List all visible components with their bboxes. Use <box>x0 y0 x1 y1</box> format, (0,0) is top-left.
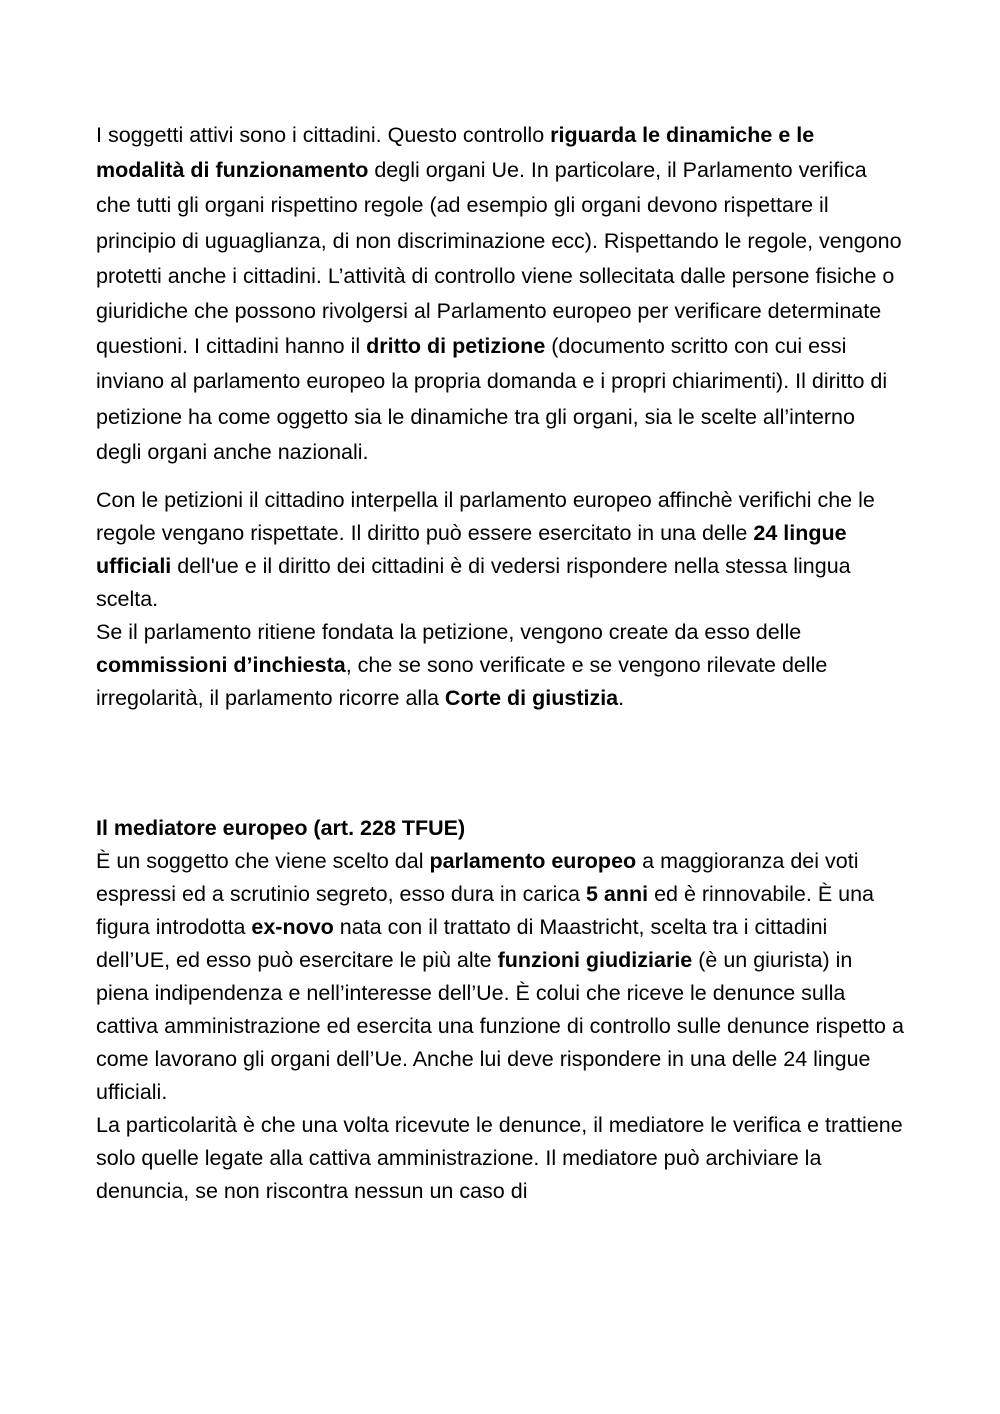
text-run: (è un giurista) in piena indipendenza e nell’interesse dell’Ue. È colui che riceve le denunce sulla cattiva amministrazione ed esercita una funzione di controllo sulle denunce rispetto a come lavorano gli organi dell’Ue. Anche lui deve rispondere in una delle 24 lingue ufficiali. <box>96 948 904 1105</box>
text-run: I soggetti attivi sono i cittadini. Questo controllo <box>96 123 551 147</box>
bold-run: parlamento europeo <box>429 849 637 874</box>
text-run: degli organi Ue. In particolare, il Parlamento verifica che tutti gli organi rispettino regole (ad esempio gli organi devono rispettare il principio di uguaglianza, di non discriminazione ecc). Rispettando le regole, vengono protetti anche i cittadini. L’attività di controllo viene sollecitata dalle persone fisiche o giuridiche che possono rivolgersi al Parlamento europeo per verificare determinate questioni. I cittadini hanno il <box>96 158 902 359</box>
paragraph-mediatore <box>96 845 906 1109</box>
paragraph-controllo-cittadini <box>96 118 906 470</box>
bold-run: 24 lingue ufficiali <box>96 521 847 579</box>
document-body <box>96 118 906 1208</box>
paragraph-commissioni <box>96 616 906 715</box>
paragraph-particolarita <box>96 1109 906 1208</box>
bold-run: funzioni giudiziarie <box>497 948 693 973</box>
bold-run: commissioni d’inchiesta <box>96 653 346 678</box>
text-run: (documento scritto con cui essi inviano al parlamento europeo la propria domanda e i propri chiarimenti). Il diritto di petizione ha come oggetto sia le dinamiche tra gli organi, sia le scelte all’interno degli organi anche nazionali. <box>96 334 888 464</box>
text-run: a maggioranza dei voti espressi ed a scrutinio segreto, esso dura in carica <box>96 849 859 907</box>
bold-run: ex-novo <box>251 915 334 940</box>
bold-run: dritto di petizione <box>366 334 546 359</box>
text-run: ed è rinnovabile. È una figura introdotta <box>96 882 875 940</box>
text-run: , che se sono verificate e se vengono rilevate delle irregolarità, il parlamento ricorre alla <box>96 653 828 711</box>
bold-run: Corte di giustizia <box>444 686 619 711</box>
section-spacer <box>96 715 906 812</box>
text-run: La particolarità è che una volta ricevute le denunce, il mediatore le verifica e trattiene solo quelle legate alla cattiva amministrazione. Il mediatore può archiviare la denuncia, se non riscontra nessun un caso di <box>96 1113 903 1204</box>
text-run: Con le petizioni il cittadino interpella il parlamento europeo affinchè verifichi che le regole vengano rispettate. Il diritto può essere esercitato in una delle <box>96 488 875 546</box>
text-run: Se il parlamento ritiene fondata la petizione, vengono create da esso delle <box>96 620 802 645</box>
bold-run: 5 anni <box>585 882 649 907</box>
text-run: dell'ue e il diritto dei cittadini è di vedersi rispondere nella stessa lingua scelta. <box>96 554 851 612</box>
bold-run: riguarda le dinamiche e le modalità di funzionamento <box>96 123 815 183</box>
section-heading: Il mediatore europeo (art. 228 TFUE) <box>96 816 466 841</box>
text-run: È un soggetto che viene scelto dal <box>96 849 430 874</box>
text-run: . <box>618 686 625 711</box>
paragraph-petizioni <box>96 484 906 616</box>
text-run: nata con il trattato di Maastricht, scelta tra i cittadini dell’UE, ed esso può esercitare le più alte <box>96 915 828 973</box>
